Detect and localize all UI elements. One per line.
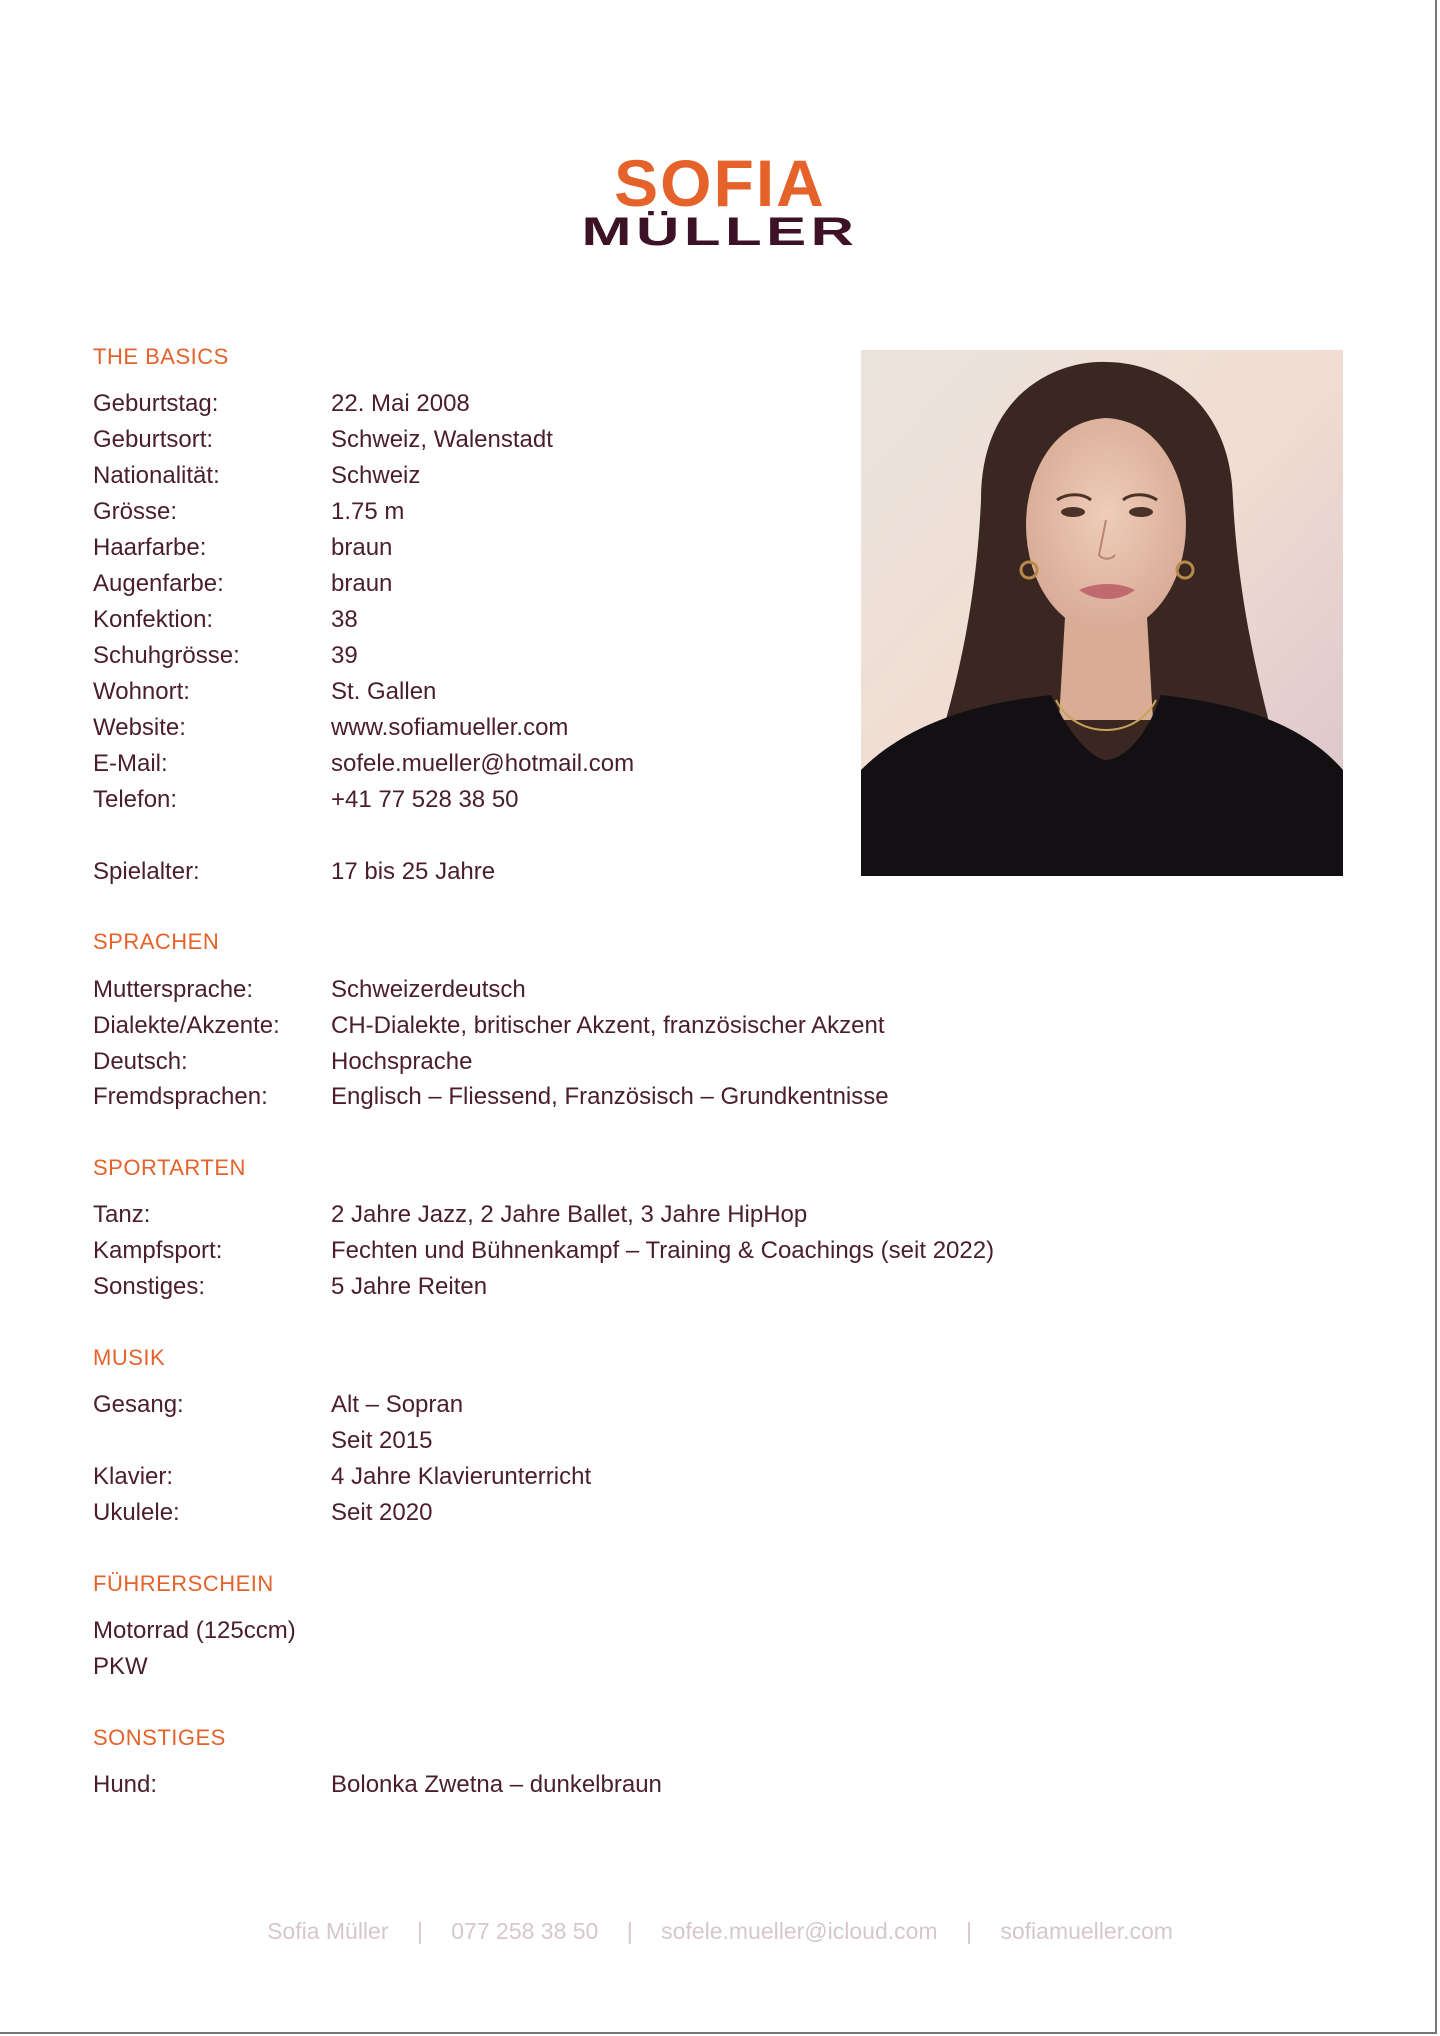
row-label: Website: [93,714,186,741]
row-label: Schuhgrösse: [93,642,240,669]
section-title-sprachen: SPRACHEN [93,929,220,954]
row-label: Hund: [93,1771,158,1798]
row-value: Seit 2015 [331,1427,433,1454]
row-label: Geburtsort: [93,426,214,453]
footer-phone[interactable]: 077 258 38 50 [451,1918,599,1944]
footer-separator: | [626,1918,633,1944]
row-label: Muttersprache: [93,976,254,1003]
section-title-fuehrerschein: FÜHRERSCHEIN [93,1571,274,1596]
row-label: Kampfsport: [93,1237,223,1264]
row-value: Schweizerdeutsch [331,976,526,1003]
email-link[interactable]: sofele.mueller@hotmail.com [331,750,635,777]
row-value: Schweiz [331,462,421,489]
row-label: Konfektion: [93,606,214,633]
license-item: PKW [93,1653,148,1680]
row-value: St. Gallen [331,678,437,705]
row-label: Klavier: [93,1463,174,1490]
row-label: Augenfarbe: [93,570,224,597]
row-value: braun [331,534,393,561]
footer-separator: | [416,1918,423,1944]
row-value: 39 [331,642,358,669]
row-value: 38 [331,606,358,633]
section-title-basics: THE BASICS [93,344,229,369]
row-value: 4 Jahre Klavierunterricht [331,1463,592,1490]
footer-name: Sofia Müller [267,1918,389,1944]
row-label: Spielalter: [93,858,200,885]
row-label: Fremdsprachen: [93,1083,268,1110]
row-label: Dialekte/Akzente: [93,1012,280,1039]
row-label: Telefon: [93,786,178,813]
row-label: Nationalität: [93,462,220,489]
row-value: Fechten und Bühnenkampf – Training & Coachings (seit 2022) [331,1237,995,1264]
row-value: Alt – Sopran [331,1391,464,1418]
footer-email[interactable]: sofele.mueller@icloud.com [661,1918,938,1944]
row-value: Hochsprache [331,1048,473,1075]
row-value: braun [331,570,393,597]
row-value: Bolonka Zwetna – dunkelbraun [331,1771,662,1798]
row-value: CH-Dialekte, britischer Akzent, französischer Akzent [331,1012,885,1039]
row-label: Geburtstag: [93,390,219,417]
phone-link[interactable]: +41 77 528 38 50 [331,786,519,813]
row-label: E-Mail: [93,750,168,777]
row-label: Ukulele: [93,1499,180,1526]
row-value: Seit 2020 [331,1499,433,1526]
row-label: Wohnort: [93,678,190,705]
logo-last-name: MÜLLER [581,210,859,254]
footer-contact-bar [0,1918,1440,1945]
section-title-sportarten: SPORTARTEN [93,1155,246,1180]
row-value: 5 Jahre Reiten [331,1273,488,1300]
row-value: 2 Jahre Jazz, 2 Jahre Ballet, 3 Jahre HipHop [331,1201,808,1228]
row-value: Englisch – Fliessend, Französisch – Grundkentnisse [331,1083,889,1110]
row-label: Sonstiges: [93,1273,206,1300]
section-title-musik: MUSIK [93,1345,166,1370]
logo-first-name: SOFIA [614,146,826,220]
row-label: Gesang: [93,1391,184,1418]
row-value: Schweiz, Walenstadt [331,426,553,453]
row-label: Grösse: [93,498,178,525]
row-label: Haarfarbe: [93,534,207,561]
row-value: 17 bis 25 Jahre [331,858,496,885]
website-link[interactable]: www.sofiamueller.com [331,714,569,741]
row-label: Deutsch: [93,1048,188,1075]
footer-website[interactable]: sofiamueller.com [1000,1918,1173,1944]
row-value: 1.75 m [331,498,405,525]
footer-separator: | [965,1918,972,1944]
row-value: 22. Mai 2008 [331,390,470,417]
row-label: Tanz: [93,1201,151,1228]
license-item: Motorrad (125ccm) [93,1617,296,1644]
section-title-sonstiges: SONSTIGES [93,1725,226,1750]
portrait-photo [861,350,1343,876]
